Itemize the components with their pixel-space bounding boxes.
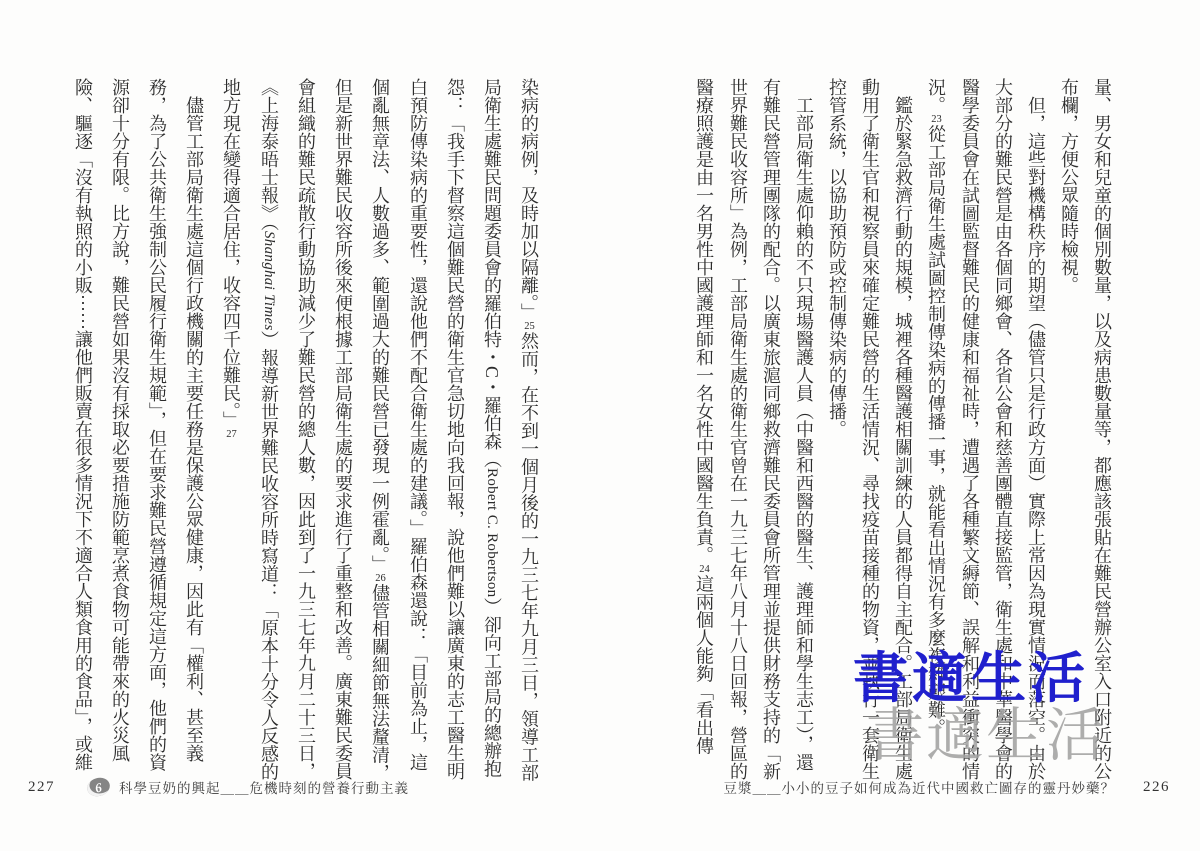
chapter-running-title: 科學豆奶的興起＿＿危機時刻的營養行動主義 bbox=[119, 781, 409, 796]
book-running-title: 豆漿＿＿小小的豆子如何成為近代中國救亡圖存的靈丹妙藥？ bbox=[723, 781, 1115, 796]
text-run: 工部局衛生處仰賴的不只現場醫護人員（中醫和西醫的醫生、護理師和學生志工），還有難民營管理團隊的配合。以廣東旅滬同鄉救濟難民委員會所管理並提供財務支持的「新世界難民收容所」為例，工部局衛生處的衛生官曾在一九三七年八月十八日回報，營區的醫療照護是由一名男性中國護理師和一名女性中國醫生負責。 bbox=[694, 78, 814, 780]
page-number-right: 226 bbox=[1143, 778, 1170, 795]
watermark-blue: 書適生活 bbox=[853, 648, 1090, 709]
paragraph bbox=[212, 78, 548, 782]
footnote-ref: 23 bbox=[931, 114, 942, 125]
page-number-left: 227 bbox=[28, 778, 55, 795]
text-run: 這兩個人能夠「看出傳 bbox=[694, 574, 714, 755]
chapter-number-bean-icon bbox=[85, 775, 112, 799]
text-run: 量、男女和兒童的個別數量，以及病患數量等，都應該張貼在難民營辦公室入口附近的公布欄，方便公眾隨時檢視。 bbox=[1059, 78, 1112, 780]
text-run: 儘管相關細節無法釐清，但是新世界難民收容所後來便根據工部局衛生處的要求進行了重整和改善。廣東難民委員會組織的難民疏散行動協助減少了難民營的總人數，因此到了一九三七年九月二十三日，《上海泰晤士報》（ bbox=[259, 78, 390, 782]
paragraph bbox=[687, 78, 820, 782]
paragraph bbox=[1052, 78, 1118, 782]
text-run: 鑑於緊急救濟行動的規模，城裡各種醫護相關訓練的人員都得自主配合。工部局衛生處動用了衛生官和視察員來確定難民營的生活情況、尋找疫苗接種的物資，並執行一套衛生控管系統，以協助預防或控制傳染病的傳播。 bbox=[827, 78, 913, 780]
text-run: 儘管工部局衛生處這個行政機關的主要任務是保護公眾健康，因此有「權利、甚至義務，為了公共衛生強制公民履行衛生規範」，但在要求難民營遵循規定這方面，他們的資源卻十分有限。比方說，難民營如果沒有採取必要措施防範烹煮食物可能帶來的火災風險、驅逐「沒有執照的小販⋯⋯讓他們販賣在很多情況下不適合人類食用的食品」，或維 bbox=[73, 78, 204, 771]
left-page-text-block bbox=[67, 78, 548, 782]
text-run: ）報導新世界難民收容所時寫道：「原本十分令人反感的地方現在變得適合居住，收容四千位難民。」 bbox=[221, 78, 279, 781]
text-run: Shanghai Times bbox=[261, 231, 277, 331]
right-footer bbox=[724, 777, 1171, 797]
text-run: 從工部局衛生處試圖控制傳染病的傳播一事，就能看出情況有多麼複雜艱難。 bbox=[926, 124, 946, 737]
text-run: 但，這些對機構秩序的期望（儘管只是行政方面）實際上常因為現實情況而落空。由於大部分的難民營是由各個同鄉會、各省公會和慈善團體直接監管，衛生處和中華醫學會的醫學委員會在試圖監督難民的健康和福祉時，遭遇了各種繁文縟節、誤解和利益衝突的情況。 bbox=[926, 78, 1046, 780]
text-run: ）卻向工部局的總辦抱怨：「我手下督察這個難民營的衛生官急切地向我回報，說他們難以讓廣東的志工醫生明白預防傳染病的重要性，還說他們不配合衛生處的建議。」羅伯森還說：「目前為止，這個亂無章法、人數過多、範圍過大的難民營已發現一例霍亂。」 bbox=[370, 78, 502, 780]
footnote-ref: 24 bbox=[699, 564, 710, 575]
footnote-ref: 26 bbox=[375, 573, 386, 584]
text-run: 染病的病例，及時加以隔離。」 bbox=[519, 78, 539, 321]
text-run: Robert C. Robertson bbox=[484, 468, 500, 598]
left-footer bbox=[28, 777, 409, 797]
paragraph bbox=[820, 78, 919, 782]
watermark-gray: 書適生活 bbox=[866, 703, 1107, 768]
footnote-ref: 27 bbox=[226, 429, 237, 440]
paragraph bbox=[919, 78, 1052, 782]
footnote-ref: 25 bbox=[524, 321, 535, 332]
right-page-text-block bbox=[689, 78, 1118, 782]
text-run: 然而，在不到一個月後的一九三七年九月三日，領導工部局衛生處難民問題委員會的羅伯特・C・羅伯森（ bbox=[482, 78, 539, 782]
paragraph bbox=[64, 78, 212, 782]
page-right bbox=[600, 0, 1200, 851]
chapter-number: 6 bbox=[93, 778, 104, 796]
